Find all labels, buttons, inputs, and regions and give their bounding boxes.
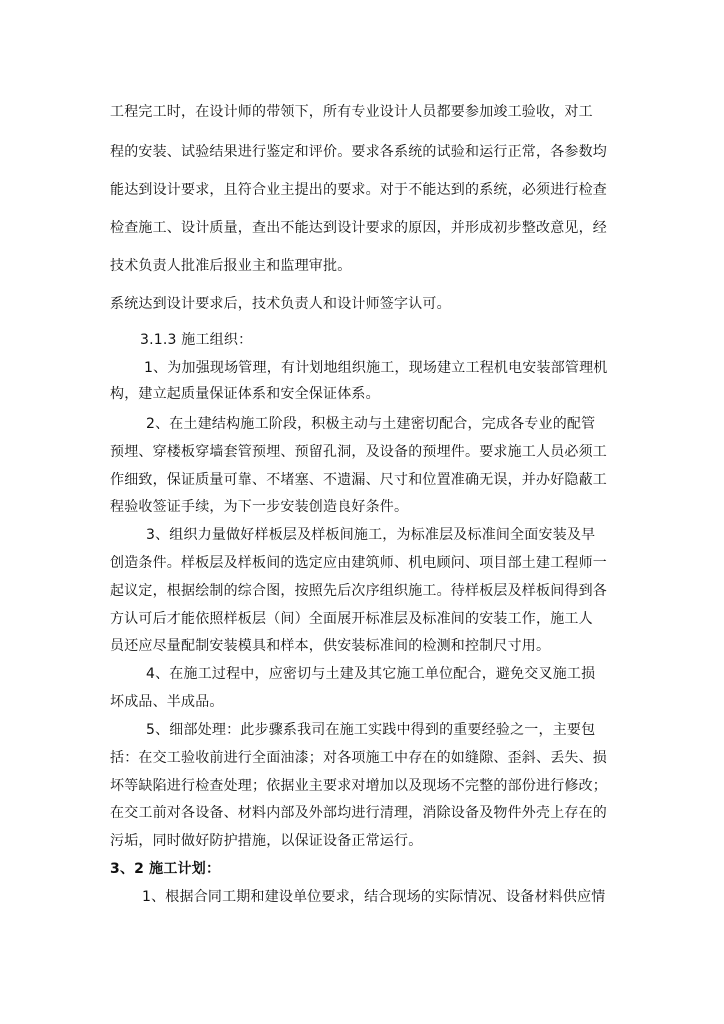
text-line-10: 2、在土建结构施工阶段，积极主动与土建密切配合，完成各专业的配管	[146, 416, 596, 432]
text-line-20: 坏成品、半成品。	[110, 694, 224, 710]
text-line-22: 括：在交工验收前进行全面油漆；对各项施工中存在的如缝隙、歪斜、丢失、损	[110, 750, 607, 766]
section-heading-3-1-3: 3.1.3 施工组织：	[140, 332, 253, 348]
text-line-2: 程的安装、试验结果进行鉴定和评价。要求各系统的试验和运行正常，各参数均	[110, 144, 607, 160]
text-line-19: 4、在施工过程中，应密切与土建及其它施工单位配合，避免交叉施工损	[146, 666, 596, 682]
text-line-3: 能达到设计要求，且符合业主提出的要求。对于不能达到的系统，必须进行检查	[110, 182, 607, 198]
text-line-9: 构，建立起质量保证体系和安全保证体系。	[110, 386, 380, 402]
section-heading-3-2: 3、2 施工计划：	[110, 861, 221, 877]
text-line-23: 坏等缺陷进行检查处理；依据业主要求对增加以及现场不完整的部份进行修改；	[110, 778, 607, 794]
text-line-11: 预埋、穿楼板穿墙套管预埋、预留孔洞，及设备的预埋件。要求施工人员必须工	[110, 444, 607, 460]
text-line-8: 1、为加强现场管理，有计划地组织施工，现场建立工程机电安装部管理机	[144, 360, 608, 376]
text-line-15: 创造条件。样板层及样板间的选定应由建筑师、机电顾问、项目部土建工程师一	[110, 555, 607, 571]
text-line-1: 工程完工时，在设计师的带领下，所有专业设计人员都要参加竣工验收，对工	[110, 104, 593, 120]
text-line-13: 程验收签证手续，为下一步安装创造良好条件。	[110, 499, 409, 515]
text-line-6: 系统达到设计要求后，技术负责人和设计师签字认可。	[110, 296, 451, 312]
text-line-4: 检查施工、设计质量，查出不能达到设计要求的原因，并形成初步整改意见，经	[110, 220, 607, 236]
text-line-25: 污垢，同时做好防护措施，以保证设备正常运行。	[110, 833, 423, 849]
text-line-17: 方认可后才能依照样板层（间）全面展开标准层及标准间的安装工作，施工人	[110, 611, 593, 627]
text-line-27: 1、根据合同工期和建设单位要求，结合现场的实际情况、设备材料供应情	[142, 889, 606, 905]
text-line-21: 5、细部处理：此步骤系我司在施工实践中得到的重要经验之一，主要包	[146, 722, 596, 738]
text-line-18: 员还应尽量配制安装模具和样本，供安装标准间的检测和控制尺寸用。	[110, 638, 551, 654]
text-line-12: 作细致，保证质量可靠、不堵塞、不遗漏、尺寸和位置准确无误，并办好隐蔽工	[110, 472, 607, 488]
text-line-16: 起议定，根据绘制的综合图，按照先后次序组织施工。待样板层及样板间得到各	[110, 583, 607, 599]
text-line-5: 技术负责人批准后报业主和监理审批。	[110, 258, 352, 274]
text-line-24: 在交工前对各设备、材料内部及外部均进行清理，消除设备及物件外壳上存在的	[110, 805, 607, 821]
text-line-14: 3、组织力量做好样板层及样板间施工，为标准层及标准间全面安装及早	[146, 527, 596, 543]
